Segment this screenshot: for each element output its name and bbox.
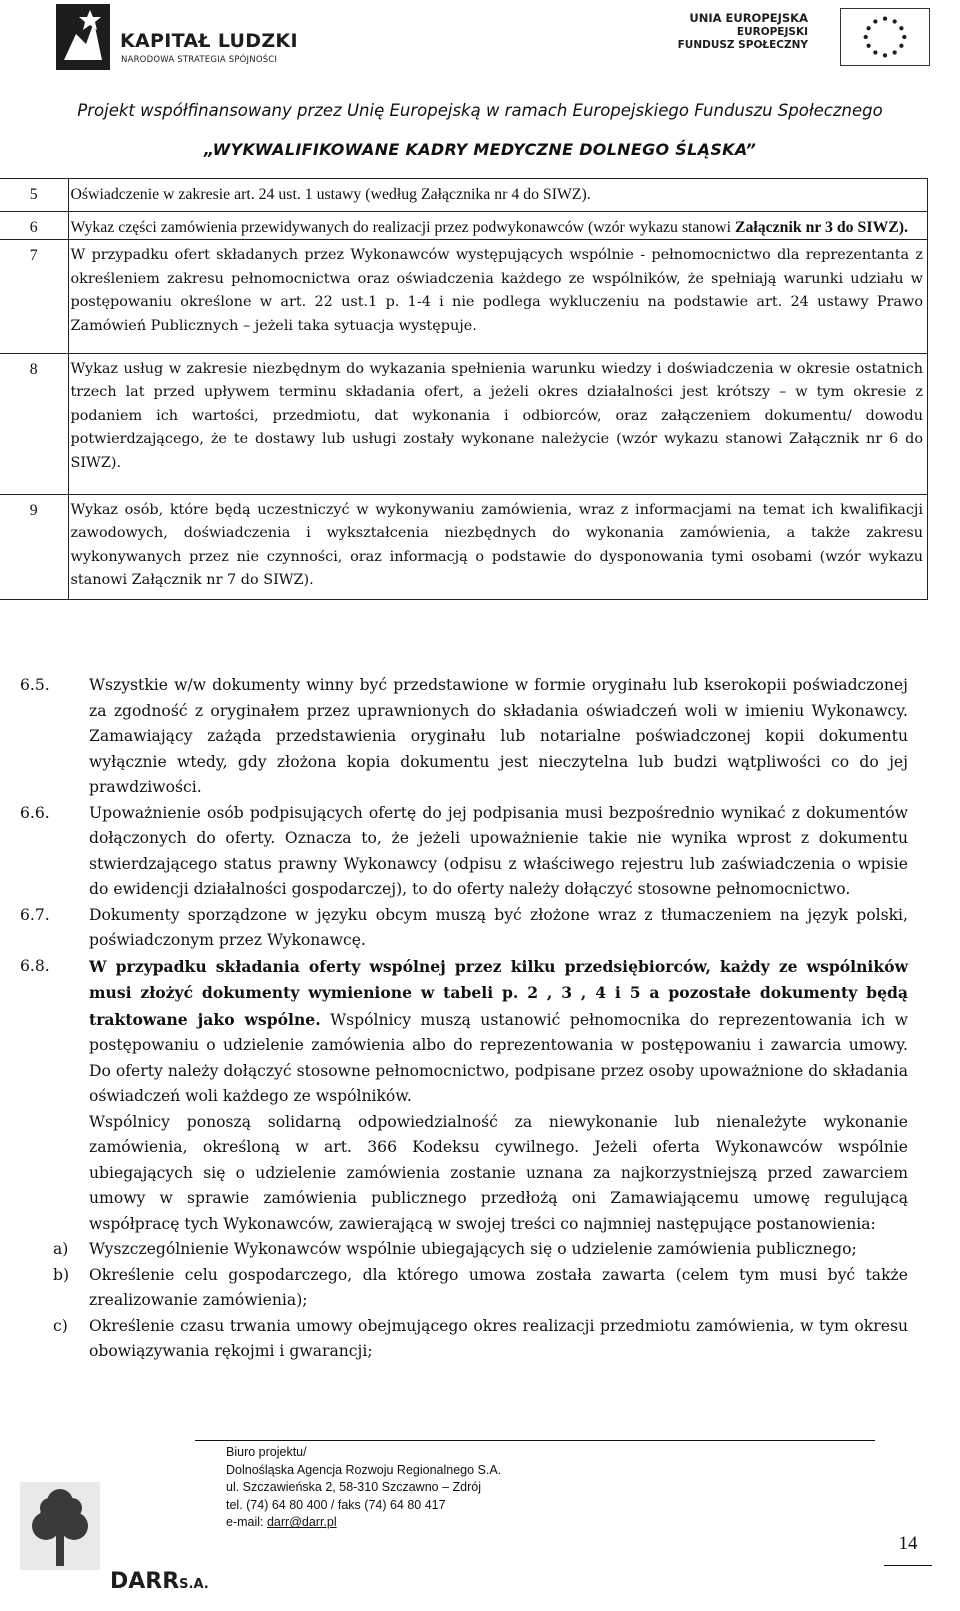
kapital-ludzki-title: KAPITAŁ LUDZKI <box>120 30 298 52</box>
project-title: „WYKWALIFIKOWANE KADRY MEDYCZNE DOLNEGO ŚLĄSKA” <box>203 140 757 159</box>
row-text: W przypadku ofert składanych przez Wykonawców występujących wspólnie - pełnomocnictwo dla reprezentanta z określeniem zakresu pełnomocnictwa oraz oświadczenia każdego ze wspólników, że spełniają warunki udziału w postępowaniu określone w art. 22 ust.1 p. 1-4 i nie podlega wykluczeniu na podstawie art. 24 ustawy Prawo Zamówień Publicznych – jeżeli taka sytuacja występuje. <box>68 240 928 353</box>
row-number: 9 <box>0 494 68 599</box>
section-text: Wszystkie w/w dokumenty winny być przedstawione w formie oryginału lub kserokopii poświadczonej za zgodność z oryginałem przez uprawnionych do składania oświadczeń woli w imieniu Wykonawcy. Zamawiający zażąda przedstawienia oryginału lub notarialne poświadczonej kopii dokumentu wyłącznie wtedy, gdy złożona kopia dokumentu jest nieczytelna lub budzi wątpliwości co do jej prawdziwości. <box>89 676 908 796</box>
footer-line3: ul. Szczawieńska 2, 58-310 Szczawno – Zdrój <box>226 1480 481 1495</box>
section-6-8-paragraph: Wspólnicy ponoszą solidarną odpowiedzialność za niewykonanie lub nienależyte wykonanie zamówienia, określoną w art. 366 Kodeksu cywilnego. Jeżeli oferta Wykonawców wspólnie ubiegających się o udzielenie zamówienia zostanie uznana za najkorzystniejszą przed zawarciem umowy w sprawie zamówienia publicznego przedłożą oni Zamawiającemu umowę regulującą współpracę tych Wykonawców, zawierającą w swojej treści co najmniej następujące postanowienia: <box>89 1112 908 1233</box>
section-number: 6.7. <box>20 905 50 924</box>
eu-logo-line1: UNIA EUROPEJSKA <box>689 11 808 25</box>
footer-email-line: e-mail: darr@darr.pl <box>226 1515 337 1530</box>
row-number: 8 <box>0 353 68 494</box>
project-cofinancing-line: Projekt współfinansowany przez Unię Europejską w ramach Europejskiego Funduszu Społecznego <box>77 101 883 120</box>
list-item-letter: b) <box>53 1265 70 1284</box>
section-text: Upoważnienie osób podpisujących ofertę do jej podpisania musi bezpośrednio wynikać z dokumentów dołączonych do oferty. Oznacza to, że jeżeli upoważnienie takie nie wynika wprost z dokumentu stwierdzającego status prawny Wykonawcy (odpisu z właściwego rejestru lub zaświadczenia o wpisie do ewidencji działalności gospodarczej), to do oferty należy dołączyć stosowne pełnomocnictwo. <box>89 803 908 898</box>
row-text-bold: Załącznik nr 3 do SIWZ). <box>734 218 909 236</box>
kapital-ludzki-emblem-icon <box>56 4 110 70</box>
section-6-6 <box>0 801 960 903</box>
list-item-letter: a) <box>53 1240 69 1258</box>
darr-logo <box>20 1474 209 1602</box>
footer-line4: tel. (74) 64 80 400 / faks (74) 64 80 417 <box>226 1497 446 1512</box>
row-text: Wykaz części zamówienia przewidywanych do realizacji przez podwykonawców (wzór wykazu stanowi Załącznik nr 3 do SIWZ). <box>68 211 928 240</box>
list-item-text: Wyszczególnienie Wykonawców wspólnie ubiegających się o udzielenie zamówienia publicznego; <box>89 1240 857 1258</box>
row-text: Wykaz osób, które będą uczestniczyć w wykonywaniu zamówienia, wraz z informacjami na temat ich kwalifikacji zawodowych, doświadczenia i wykształcenia niezbędnych do wykonania zamówienia, a także zakresu wykonywanych przez nie czynności, oraz informacją o podstawie do dysponowania tymi osobami (wzór wykazu stanowi Załącznik nr 7 do SIWZ). <box>68 494 928 599</box>
section-6-8 <box>0 954 960 1110</box>
table-row <box>0 353 928 494</box>
section-number: 6.8. <box>20 956 50 975</box>
page-header <box>0 0 960 175</box>
row-number: 7 <box>0 240 68 353</box>
eu-flag-icon <box>840 8 930 66</box>
section-text-bold: W przypadku składania oferty wspólnej przez kilku przedsiębiorców, każdy ze wspólników musi złożyć dokumenty wymienione w tabeli p. 2 , 3 , 4 i 5 a pozostałe dokumenty będą traktowane jako wspólne. <box>89 956 908 1029</box>
page-number: 14 <box>898 1533 918 1554</box>
row-number: 6 <box>0 211 68 240</box>
tree-icon <box>20 1474 100 1602</box>
kapital-ludzki-logo <box>56 4 296 70</box>
documents-table <box>0 178 928 600</box>
section-number: 6.6. <box>20 803 50 822</box>
list-item-text: Określenie czasu trwania umowy obejmującego okres realizacji przedmiotu zamówienia, w tym okresu obowiązywania rękojmi i gwarancji; <box>89 1316 908 1360</box>
section-text: Dokumenty sporządzone w języku obcym muszą być złożone wraz z tłumaczeniem na język polski, poświadczonym przez Wykonawcę. <box>89 905 908 949</box>
table-row <box>0 179 928 212</box>
section-6-7 <box>0 903 960 954</box>
eu-logo-line3: FUNDUSZ SPOŁECZNY <box>677 39 808 51</box>
page-number-underline <box>884 1565 932 1566</box>
row-text: Oświadczenie w zakresie art. 24 ust. 1 ustawy (według Załącznika nr 4 do SIWZ). <box>68 179 928 212</box>
email-link[interactable]: darr@darr.pl <box>266 1515 337 1530</box>
document-body <box>0 673 960 1365</box>
table-row <box>0 240 928 353</box>
row-number: 5 <box>0 179 68 212</box>
section-text: W przypadku składania oferty wspólnej przez kilku przedsiębiorców, każdy ze wspólników musi złożyć dokumenty wymienione w tabeli p. 2 , 3 , 4 i 5 a pozostałe dokumenty będą traktowane jako wspólne. Wspólnicy muszą ustanowić pełnomocnika do reprezentowania ich w postępowaniu o udzielenie zamówienia albo do reprezentowania w postępowaniu i zawarcia umowy. Do oferty należy dołączyć stosowne pełnomocnictwo, podpisane przez osoby upoważnione do składania oświadczeń woli każdego ze wspólników. <box>89 956 908 1105</box>
footer-contact <box>226 1444 501 1532</box>
list-item <box>0 1237 960 1263</box>
table-row <box>0 494 928 599</box>
list-item-letter: c) <box>53 1316 68 1335</box>
section-6-5 <box>0 673 960 801</box>
footer-divider <box>195 1440 875 1441</box>
row-text: Wykaz usług w zakresie niezbędnym do wykazania spełnienia warunku wiedzy i doświadczenia w okresie ostatnich trzech lat przed upływem terminu składania ofert, a jeżeli okres działalności jest krótszy – w tym okresie z podaniem ich wartości, przedmiotu, dat wykonania i odbiorców, oraz załączeniem dokumentu/ dowodu potwierdzającego, że te dostawy lub usługi zostały wykonane należycie (wzór wykazu stanowi Załącznik nr 6 do SIWZ). <box>68 353 928 494</box>
page-footer <box>0 1440 960 1611</box>
darr-logo-text: DARRS.A. <box>110 1569 209 1594</box>
list-item <box>0 1263 960 1314</box>
eu-logo <box>677 8 930 66</box>
section-number: 6.5. <box>20 676 50 694</box>
footer-line1: Biuro projektu/ <box>226 1445 307 1459</box>
table-row <box>0 211 928 240</box>
eu-logo-line2: EUROPEJSKI <box>736 26 808 38</box>
kapital-ludzki-subtitle: NARODOWA STRATEGIA SPÓJNOŚCI <box>121 55 278 65</box>
footer-line2: Dolnośląska Agencja Rozwoju Regionalnego S.A. <box>226 1462 502 1477</box>
list-item-text: Określenie celu gospodarczego, dla którego umowa została zawarta (celem tym musi być także zrealizowanie zamówienia); <box>89 1265 908 1309</box>
list-item <box>0 1314 960 1365</box>
